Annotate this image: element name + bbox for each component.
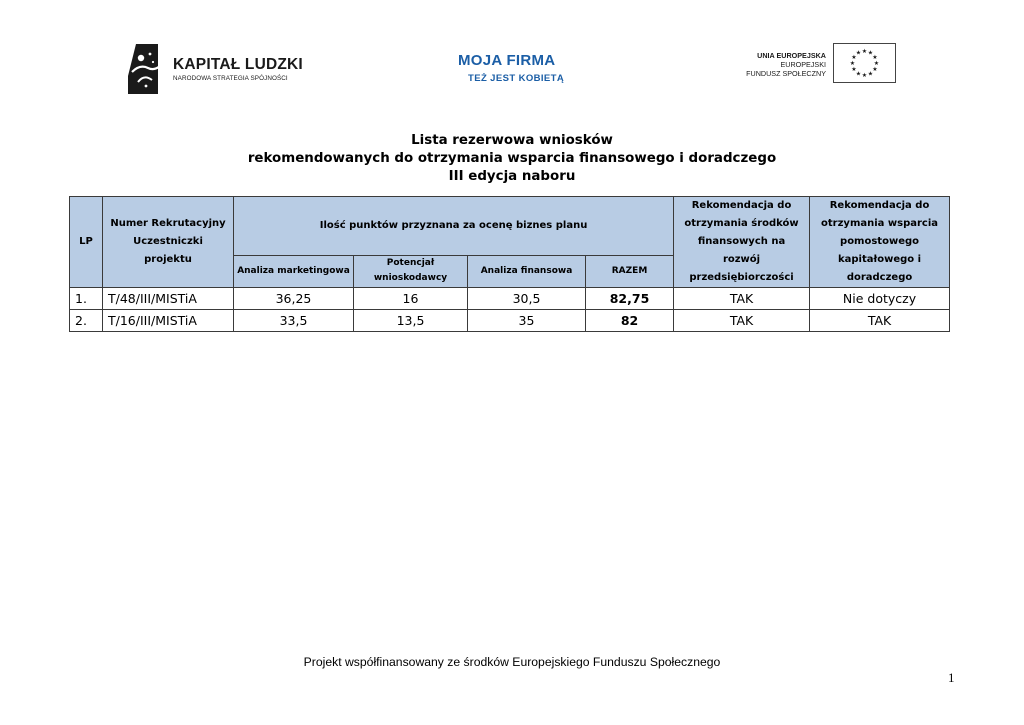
header-numer-rekrutacyjny: Numer Rekrutacyjny Uczestniczki projektu [103, 197, 234, 288]
svg-text:★: ★ [873, 60, 880, 67]
title-line-1: Lista rezerwowa wniosków [411, 133, 613, 148]
reserve-list-table [69, 196, 950, 332]
cell-potencjal: 13,5 [354, 310, 468, 332]
header-rekomendacja-srodkow: Rekomendacja do otrzymania środków finansowych na rozwój przedsiębiorczości [674, 197, 810, 288]
title-line-2: rekomendowanych do otrzymania wsparcia finansowego i doradczego [247, 151, 777, 166]
eu-text [746, 51, 826, 78]
cell-razem: 82 [586, 310, 674, 332]
cell-rek-wsparcia: TAK [810, 310, 950, 332]
document-title [0, 132, 1024, 186]
moja-firma-subtitle: TEŻ JEST KOBIETĄ [468, 73, 565, 84]
cell-numer: T/48/III/MISTiA [103, 288, 234, 310]
eu-line1: UNIA EUROPEJSKA [757, 51, 826, 60]
cell-rek-srodkow: TAK [674, 288, 810, 310]
cell-rek-wsparcia: Nie dotyczy [810, 288, 950, 310]
cell-lp: 1. [70, 288, 103, 310]
svg-text:★: ★ [855, 70, 862, 78]
moja-firma-title: MOJA FIRMA [458, 52, 556, 69]
svg-text:★: ★ [867, 49, 874, 57]
cell-rek-srodkow: TAK [674, 310, 810, 332]
kapital-ludzki-subtitle: NARODOWA STRATEGIA SPÓJNOŚCI [173, 75, 288, 82]
table-row [70, 310, 950, 332]
eu-logo [738, 43, 898, 85]
eu-line3: FUNDUSZ SPOŁECZNY [746, 69, 826, 78]
svg-text:★: ★ [861, 48, 868, 55]
header-ilosc-punktow: Ilość punktów przyznana za ocenę biznes planu [234, 197, 674, 256]
svg-text:★: ★ [872, 66, 878, 73]
svg-text:★: ★ [861, 72, 868, 79]
header-razem: RAZEM [586, 255, 674, 287]
title-line-3: III edycja naboru [448, 169, 576, 184]
cell-finansowa: 30,5 [468, 288, 586, 310]
cell-finansowa: 35 [468, 310, 586, 332]
cell-marketing: 36,25 [234, 288, 354, 310]
svg-text:★: ★ [872, 54, 878, 61]
cell-marketing: 33,5 [234, 310, 354, 332]
kapital-ludzki-emblem-icon [124, 42, 170, 96]
kapital-ludzki-logo [124, 42, 303, 96]
footer-text: Projekt współfinansowany ze środków Europejskiego Funduszu Społecznego [303, 655, 721, 669]
header-lp: LP [70, 197, 103, 288]
eu-line2: EUROPEJSKI [780, 60, 826, 69]
svg-text:★: ★ [851, 66, 857, 73]
kapital-ludzki-title: KAPITAŁ LUDZKI [173, 56, 303, 73]
cell-razem: 82,75 [586, 288, 674, 310]
header-rekomendacja-wsparcia: Rekomendacja do otrzymania wsparcia pomostowego kapitałowego i doradczego [810, 197, 950, 288]
svg-text:★: ★ [855, 49, 862, 57]
svg-text:★: ★ [849, 60, 856, 67]
cell-numer: T/16/III/MISTiA [103, 310, 234, 332]
header-analiza-finansowa: Analiza finansowa [468, 255, 586, 287]
page-number: 1 [948, 670, 955, 685]
cell-lp: 2. [70, 310, 103, 332]
eu-flag-icon [833, 43, 896, 83]
header-analiza-marketingowa: Analiza marketingowa [234, 255, 354, 287]
svg-text:★: ★ [867, 70, 874, 78]
header-potencjal-wnioskodawcy: Potencjał wnioskodawcy [354, 255, 468, 287]
moja-firma-logo [458, 52, 568, 88]
svg-text:★: ★ [851, 54, 857, 61]
cell-potencjal: 16 [354, 288, 468, 310]
table-row [70, 288, 950, 310]
